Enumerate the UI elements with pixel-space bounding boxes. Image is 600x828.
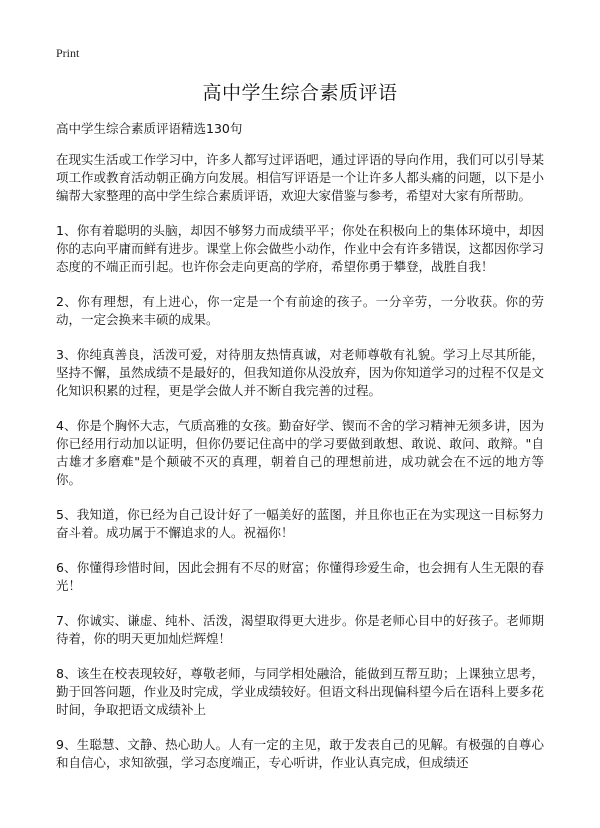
- comment-paragraph: 3、你纯真善良，活泼可爱，对待朋友热情真诚，对老师尊敬有礼貌。学习上尽其所能，坚持不懈，虽然成绩不是最好的，但我知道你从没放弃，因为你知道学习的过程不仅是文化知识积累的过程，更是学会做人并不断自我完善的过程。: [56, 347, 544, 398]
- comment-paragraph: 2、你有理想，有上进心，你一定是一个有前途的孩子。一分辛劳，一分收获。你的劳动，一定会换来丰硕的成果。: [56, 294, 544, 327]
- document-body: [56, 151, 544, 789]
- comment-paragraph: 8、该生在校表现较好，尊敬老师，与同学相处融洽，能做到互帮互助；上课独立思考，勤于回答问题，作业及时完成，学业成绩较好。但语文科出现偏科望今后在语科上要多花时间，争取把语文成绩补上: [56, 666, 544, 717]
- comment-paragraph: 5、我知道，你已经为自己设计好了一幅美好的蓝图，并且你也正在为实现这一目标努力奋斗着。成功属于不懈追求的人。祝福你！: [56, 507, 544, 540]
- print-link[interactable]: Print: [56, 46, 80, 60]
- comment-paragraph: 7、你诚实、谦虚、纯朴、活泼，渴望取得更大进步。你是老师心目中的好孩子。老师期待着，你的明天更加灿烂辉煌！: [56, 613, 544, 646]
- comment-paragraph: 1、你有着聪明的头脑，却因不够努力而成绩平平；你处在积极向上的集体环境中，却因你的志向平庸而鲜有进步。课堂上你会做些小动作，作业中会有许多错误，这都因你学习态度的不端正而引起。也许你会走向更高的学府，希望你勇于攀登，战胜自我！: [56, 223, 544, 274]
- page-title: 高中学生综合素质评语: [202, 82, 398, 104]
- comment-paragraph: 6、你懂得珍惜时间，因此会拥有不尽的财富；你懂得珍爱生命，也会拥有人生无限的春光！: [56, 560, 544, 593]
- intro-paragraph: 在现实生活或工作学习中，许多人都写过评语吧，通过评语的导向作用，我们可以引导某项工作或教育活动朝正确方向发展。相信写评语是一个让许多人都头痛的问题，以下是小编帮大家整理的高中学生综合素质评语，欢迎大家借鉴与参考，希望对大家有所帮助。: [56, 152, 544, 203]
- document-subtitle: 高中学生综合素质评语精选130句: [56, 121, 243, 136]
- comment-paragraph: 9、生聪慧、文静、热心助人。人有一定的主见，敢于发表自己的见解。有极强的自尊心和自信心，求知欲强，学习态度端正，专心听讲，作业认真完成，但成绩还: [56, 737, 544, 770]
- comment-paragraph: 4、你是个胸怀大志，气质高雅的女孩。勤奋好学、锲而不舍的学习精神无须多讲，因为你已经用行动加以证明，但你仍要记住高中的学习要做到敢想、敢说、敢问、敢辩。"自古雄才多磨难"是个颠破不灭的真理，朝着自己的理想前进，成功就会在不远的地方等你。: [56, 418, 544, 487]
